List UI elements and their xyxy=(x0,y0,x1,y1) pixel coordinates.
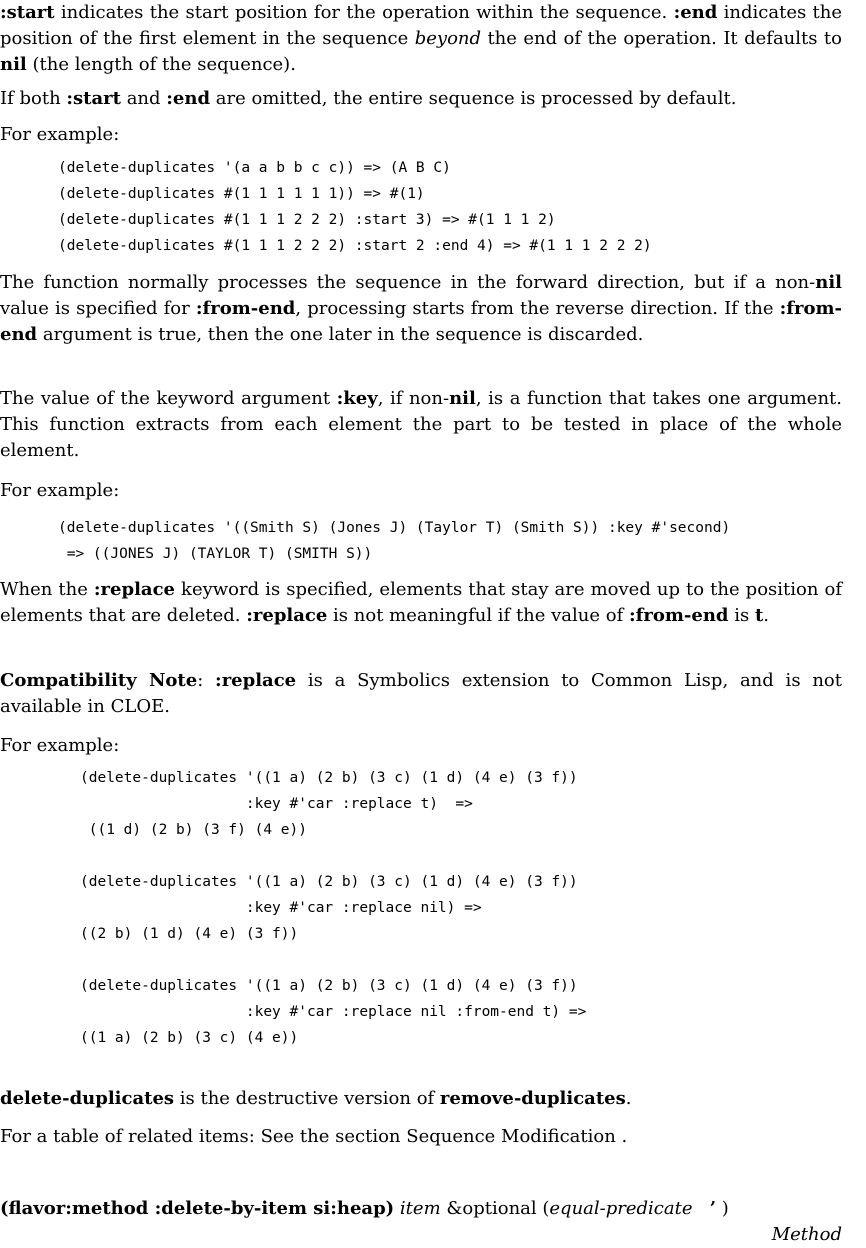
paragraph-omitted: If both :start and :end are omitted, the entire sequence is processed by default. xyxy=(0,88,737,109)
paragraph-destructive: delete-duplicates is the destructive version of remove-duplicates. xyxy=(0,1088,632,1109)
paragraph-from-end: The function normally processes the sequence in the forward direction, but if a non-nil value is specified for :from-end, processing starts from the reverse direction. If the :from-end argument is true, then the one later in the sequence is discarded. xyxy=(0,272,842,345)
code-line: (delete-duplicates '((1 a) (2 b) (3 c) (1 d) (4 e) (3 f)) xyxy=(80,770,578,786)
keyword-end: :end xyxy=(673,2,718,23)
code-line: (delete-duplicates #(1 1 1 2 2 2) :start 2 :end 4) => #(1 1 1 2 2 2) xyxy=(58,238,652,254)
emphasis-beyond: beyond xyxy=(414,28,482,49)
code-example-2 xyxy=(58,515,730,567)
code-line: :key #'car :replace t) => xyxy=(80,796,473,812)
code-line xyxy=(80,947,586,973)
code-line: :key #'car :replace nil) => xyxy=(80,900,482,916)
method-kind-label: Method xyxy=(771,1224,842,1245)
for-example-3: For example: xyxy=(0,735,120,756)
for-example-2: For example: xyxy=(0,480,120,501)
for-example-1: For example: xyxy=(0,124,120,145)
method-heading: (flavor:method :delete-by-item si:heap) item &optional (equal-predicate ’ ) xyxy=(0,1198,729,1219)
paragraph-replace: When the :replace keyword is specified, elements that stay are moved up to the position of elements that are deleted. :replace is not meaningful if the value of :from-end is t. xyxy=(0,579,842,626)
compatibility-note: Compatibility Note: :replace is a Symbolics extension to Common Lisp, and is not available in CLOE. xyxy=(0,670,842,717)
code-line: (delete-duplicates #(1 1 1 1 1 1)) => #(1) xyxy=(58,186,425,202)
code-line: ((1 a) (2 b) (3 c) (4 e)) xyxy=(80,1030,299,1046)
method-signature: (flavor:method :delete-by-item si:heap) xyxy=(0,1198,395,1219)
code-line xyxy=(80,843,586,869)
code-line: (delete-duplicates '(a a b b c c)) => (A B C) xyxy=(58,160,451,176)
keyword-start: :start xyxy=(0,2,55,23)
code-line: => ((JONES J) (TAYLOR T) (SMITH S)) xyxy=(58,546,373,562)
paragraph-start-end: :start indicates the start position for the operation within the sequence. :end indicates the position of the first element in the sequence beyond the end of the operation. It defaults to nil (the length of the sequence). xyxy=(0,2,842,75)
keyword-nil: nil xyxy=(0,54,27,75)
code-example-3 xyxy=(80,765,586,1051)
related-items: For a table of related items: See the section Sequence Modification . xyxy=(0,1126,628,1147)
paragraph-key: The value of the keyword argument :key, if non-nil, is a function that takes one argument. This function extracts from each element the part to be tested in place of the whole element. xyxy=(0,388,842,461)
code-line: ((2 b) (1 d) (4 e) (3 f)) xyxy=(80,926,299,942)
code-line: (delete-duplicates '((Smith S) (Jones J) (Taylor T) (Smith S)) :key #'second) xyxy=(58,520,731,536)
code-line: (delete-duplicates '((1 a) (2 b) (3 c) (1 d) (4 e) (3 f)) xyxy=(80,874,578,890)
code-example-1 xyxy=(58,155,652,259)
code-line: (delete-duplicates #(1 1 1 2 2 2) :start 3) => #(1 1 1 2) xyxy=(58,212,556,228)
code-line: :key #'car :replace nil :from-end t) => xyxy=(80,1004,587,1020)
code-line: (delete-duplicates '((1 a) (2 b) (3 c) (1 d) (4 e) (3 f)) xyxy=(80,978,578,994)
code-line: ((1 d) (2 b) (3 f) (4 e)) xyxy=(80,822,307,838)
